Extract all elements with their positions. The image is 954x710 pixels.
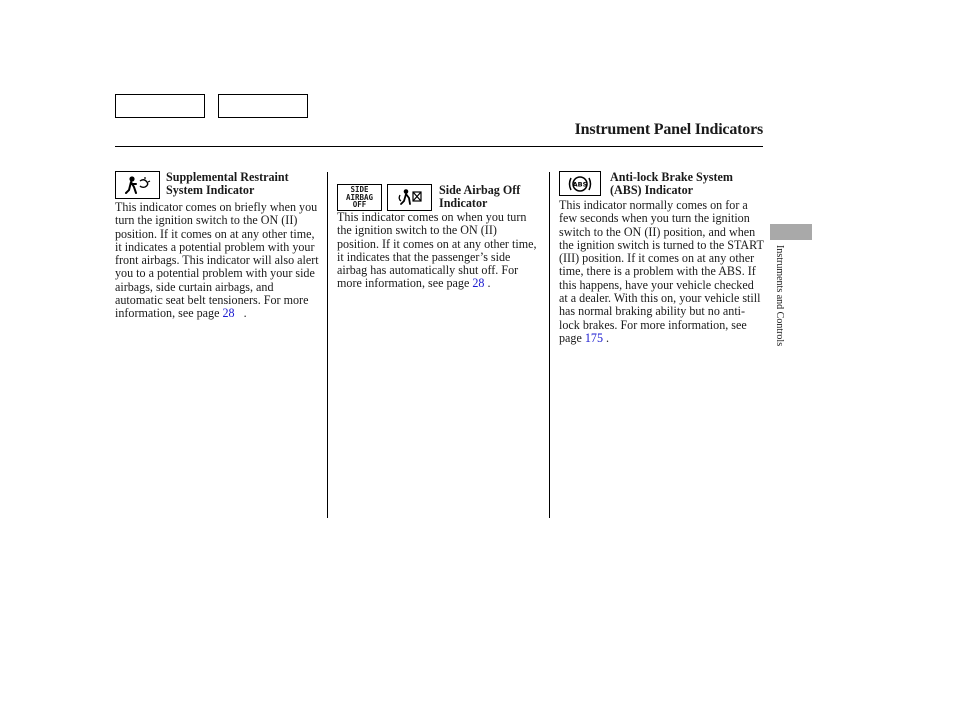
svg-text:ABS: ABS — [572, 180, 588, 188]
column-divider — [549, 172, 550, 518]
index-button[interactable] — [218, 94, 308, 118]
srs-body: This indicator comes on briefly when you turn the ignition switch to the ON (II) position. If it comes on at any other time, it indicates a potential problem with your front airbags. This indicator will also alert you to a potential problem with your side airbags, side curtain airbags, and automatic seat belt tensioners. For more information, see page 28 . — [115, 200, 319, 321]
main-menu-button[interactable] — [115, 94, 205, 118]
abs-body: This indicator normally comes on for a few seconds when you turn the ignition switch to the ON (II) position, and when the ignition switch is turned to the START (III) position. If it comes on at any other time, there is a problem with the ABS. If this happens, have your vehicle checked at a dealer. With this on, your vehicle still has normal braking ability but no anti-lock brakes. For more information, see page 175 . — [559, 198, 764, 345]
srs-airbag-icon — [115, 171, 160, 199]
abs-icon — [559, 171, 601, 196]
side-airbag-off-symbol-icon — [387, 184, 432, 211]
srs-page-link[interactable]: 28 — [222, 306, 235, 321]
side-airbag-off-body: This indicator comes on when you turn the ignition switch to the ON (II) position. If it comes on at any other time, it indicates that the passenger’s side airbag has automatically shut off. For more information, see page 28 . — [337, 210, 537, 291]
section-tab-marker — [770, 224, 812, 240]
side-airbag-off-text-icon: SIDE AIRBAG OFF — [337, 184, 382, 211]
side-airbag-off-heading: Side Airbag Off Indicator — [439, 183, 521, 210]
srs-indicator-section — [115, 171, 320, 321]
section-tab-label: Instruments and Controls — [774, 245, 785, 347]
abs-heading: Anti-lock Brake System (ABS) Indicator — [610, 170, 733, 197]
header-divider — [115, 146, 763, 147]
side-airbag-page-link[interactable]: 28 — [472, 276, 485, 291]
side-airbag-off-section — [337, 171, 537, 291]
column-divider — [327, 172, 328, 518]
page-title: Instrument Panel Indicators — [574, 121, 763, 138]
srs-heading: Supplemental Restraint System Indicator — [166, 170, 289, 197]
abs-page-link[interactable]: 175 — [584, 330, 604, 345]
abs-indicator-section — [559, 171, 764, 345]
